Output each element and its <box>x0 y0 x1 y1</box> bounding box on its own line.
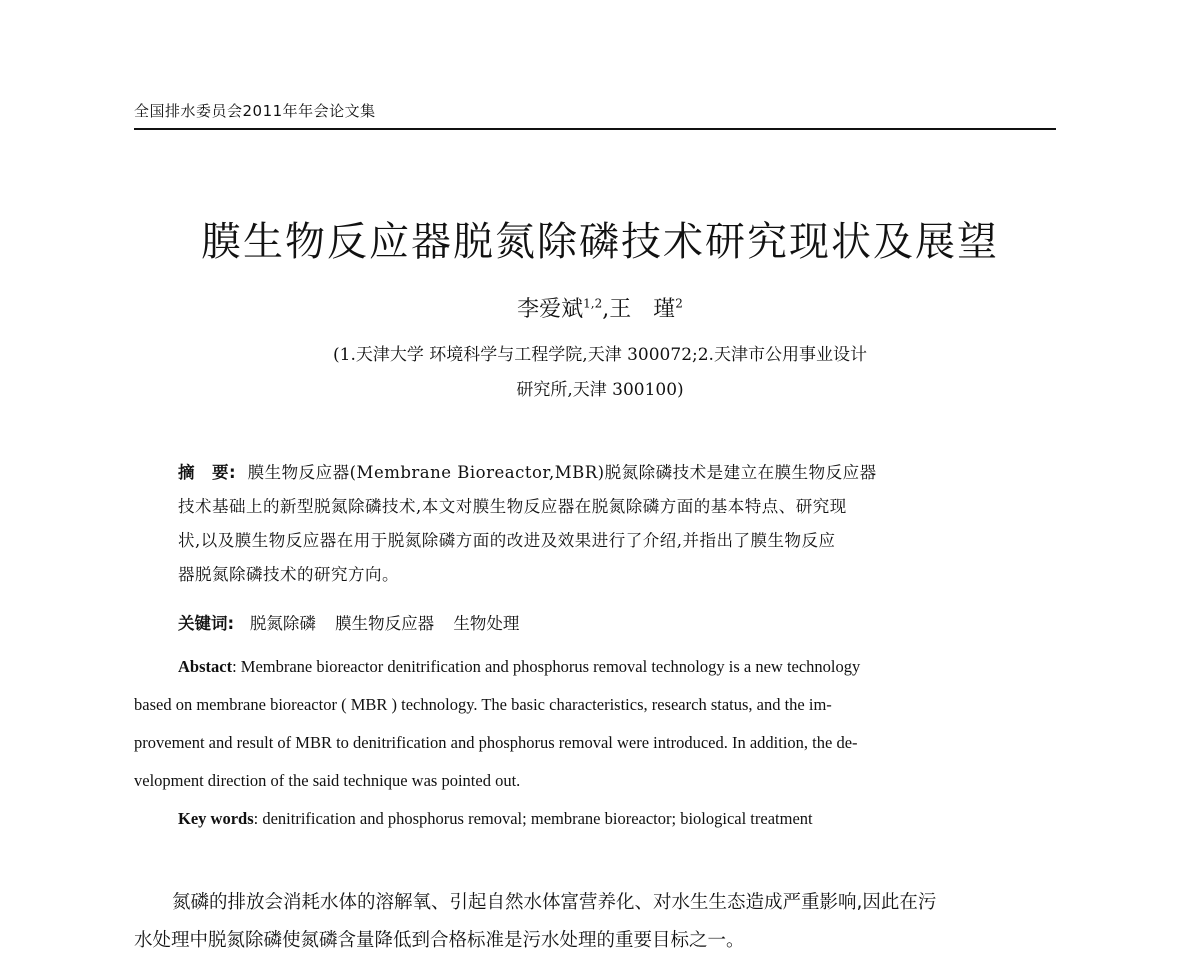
keyword-item: 脱氮除磷 <box>249 614 316 633</box>
chinese-abstract-line-1 <box>178 456 1038 490</box>
body-line-1: 氮磷的排放会消耗水体的溶解氧、引起自然水体富营养化、对水生生态造成严重影响,因此在污 <box>172 892 937 913</box>
body-line-2: 水处理中脱氮除磷使氮磷含量降低到合格标准是污水处理的重要目标之一。 <box>134 930 745 951</box>
chinese-abstract-line-3: 状,以及膜生物反应器在用于脱氮除磷方面的改进及效果进行了介绍,并指出了膜生物反应 <box>178 531 836 550</box>
paper-title: 膜生物反应器脱氮除磷技术研究现状及展望 <box>201 219 999 265</box>
english-abstract-line-4: velopment direction of the said technique was pointed out. <box>134 771 521 790</box>
english-abstract-line-3: provement and result of MBR to denitrification and phosphorus removal were introduced. In addition, the de- <box>134 733 858 752</box>
author-2-name: 王 瑾 <box>609 297 676 322</box>
header-rule <box>134 128 1056 130</box>
english-abstract-label: Abstact <box>178 657 233 676</box>
abstract-label: 摘 要: <box>178 463 237 482</box>
affiliation-line-1: (1.天津大学 环境科学与工程学院,天津 300072;2.天津市公用事业设计 <box>333 345 867 365</box>
author-2-affiliation-mark: 2 <box>675 296 683 311</box>
keyword-item: 生物处理 <box>453 614 520 633</box>
author-separator: , <box>602 297 610 322</box>
english-keywords-label: Key words <box>178 809 254 828</box>
keyword-item: 膜生物反应器 <box>335 614 435 633</box>
english-abstract-line-2: based on membrane bioreactor ( MBR ) technology. The basic characteristics, research status, and the im- <box>134 695 832 714</box>
author-1-name: 李爱斌 <box>517 297 584 322</box>
chinese-keywords <box>178 610 519 634</box>
english-abstract <box>134 648 1056 838</box>
english-abstract-line-1 <box>134 648 1056 686</box>
author-1-affiliation-mark: 1,2 <box>583 296 603 311</box>
english-keywords-text: : denitrification and phosphorus removal; membrane bioreactor; biological treatment <box>253 809 813 828</box>
keywords-label: 关键词: <box>178 614 235 633</box>
abstract-text-1: 膜生物反应器(Membrane Bioreactor,MBR)脱氮除磷技术是建立在膜生物反应器 <box>247 463 877 482</box>
body-text <box>134 884 1056 960</box>
author-list <box>0 292 1200 323</box>
chinese-abstract <box>178 456 1038 592</box>
affiliation-line-2: 研究所,天津 300100) <box>516 380 684 400</box>
english-abstract-text-1: : Membrane bioreactor denitrification and phosphorus removal technology is a new technology <box>232 657 861 676</box>
english-keywords <box>134 800 1056 838</box>
chinese-abstract-line-2: 技术基础上的新型脱氮除磷技术,本文对膜生物反应器在脱氮除磷方面的基本特点、研究现 <box>178 497 847 516</box>
chinese-abstract-line-4: 器脱氮除磷技术的研究方向。 <box>178 565 399 584</box>
running-head: 全国排水委员会2011年年会论文集 <box>134 102 376 120</box>
